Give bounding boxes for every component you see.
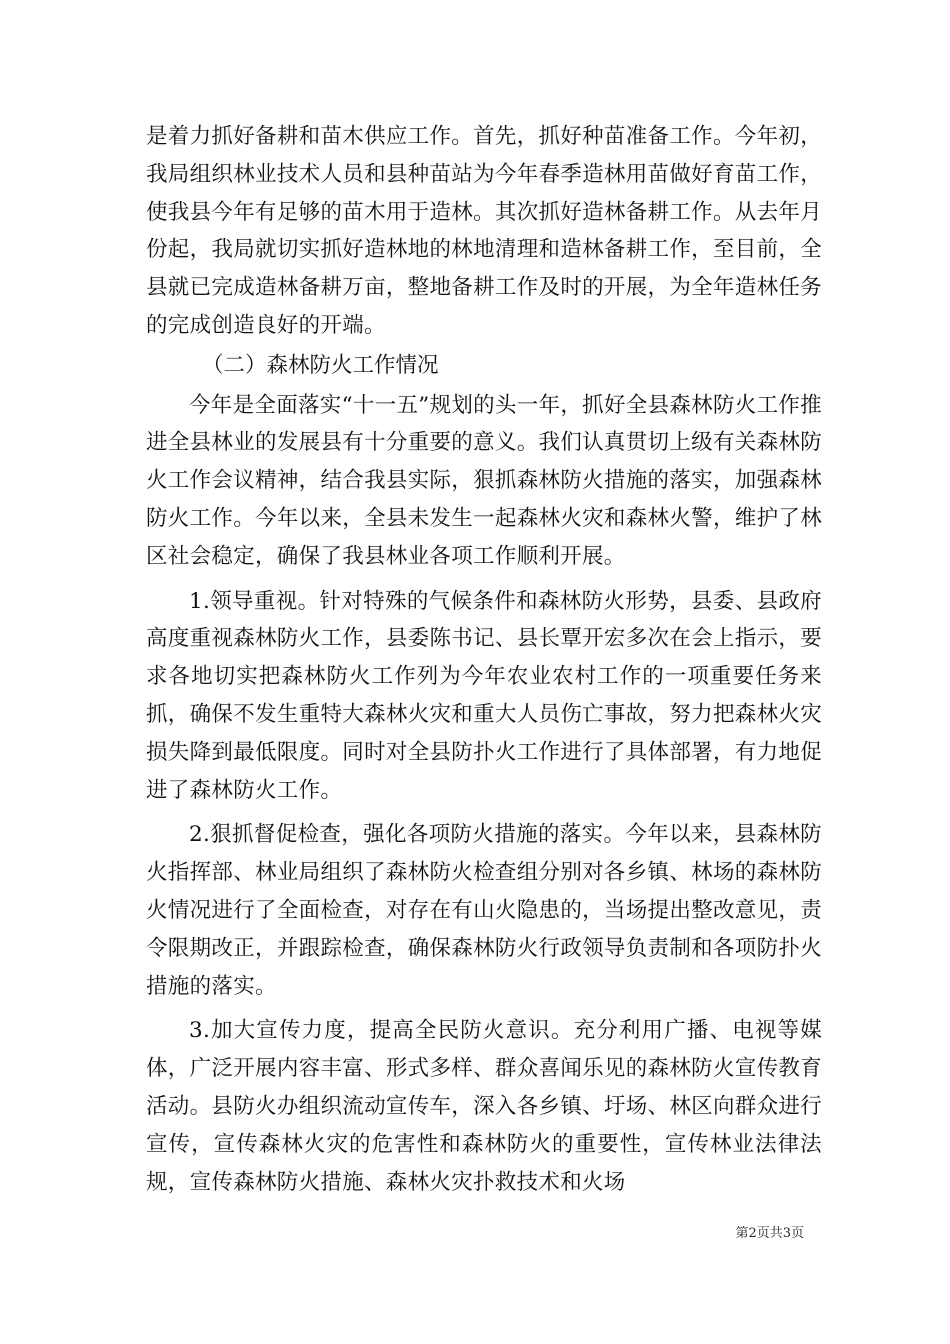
paragraph-item-1: 1.领导重视。针对特殊的气候条件和森林防火形势，县委、县政府高度重视森林防火工作，县委陈书记、县长覃开宏多次在会上指示，要求各地切实把森林防火工作列为今年农业农村工作的一项重要任务来抓，确保不发生重特大森林火灾和重大人员伤亡事故，努力把森林火灾损失降到最低限度。同时对全县防扑火工作进行了具体部署，有力地促进了森林防火工作。 xyxy=(146,588,822,803)
paragraph-item-2: 2.狠抓督促检查，强化各项防火措施的落实。今年以来，县森林防火指挥部、林业局组织了森林防火检查组分别对各乡镇、林场的森林防火情况进行了全面检查，对存在有山火隐患的，当场提出整改意见，责令限期改正，并跟踪检查，确保森林防火行政领导负责制和各项防扑火措施的落实。 xyxy=(146,822,822,999)
paragraph-item-3: 3.加大宣传力度，提高全民防火意识。充分利用广播、电视等媒体，广泛开展内容丰富、形式多样、群众喜闻乐见的森林防火宣传教育活动。县防火办组织流动宣传车，深入各乡镇、圩场、林区向群众进行宣传，宣传森林火灾的危害性和森林防火的重要性，宣传林业法律法规，宣传森林防火措施、森林火灾扑救技术和火场 xyxy=(146,1018,822,1195)
page-number-footer: 第2页共3页 xyxy=(735,1226,804,1241)
document-body xyxy=(146,118,822,1201)
section-heading: （二）森林防火工作情况 xyxy=(202,352,439,378)
paragraph-intro: 今年是全面落实“十一五”规划的头一年，抓好全县森林防火工作推进全县林业的发展县有十分重要的意义。我们认真贯切上级有关森林防火工作会议精神，结合我县实际，狠抓森林防火措施的落实，加强森林防火工作。今年以来，全县未发生一起森林火灾和森林火警，维护了林区社会稳定，确保了我县林业各项工作顺利开展。 xyxy=(146,392,822,569)
paragraph-continuation: 是着力抓好备耕和苗木供应工作。首先，抓好种苗准备工作。今年初，我局组织林业技术人员和县种苗站为今年春季造林用苗做好育苗工作，使我县今年有足够的苗木用于造林。其次抓好造林备耕工作。从去年月份起，我局就切实抓好造林地的林地清理和造林备耕工作，至目前，全县就已完成造林备耕万亩，整地备耕工作及时的开展，为全年造林任务的完成创造良好的开端。 xyxy=(146,124,822,338)
